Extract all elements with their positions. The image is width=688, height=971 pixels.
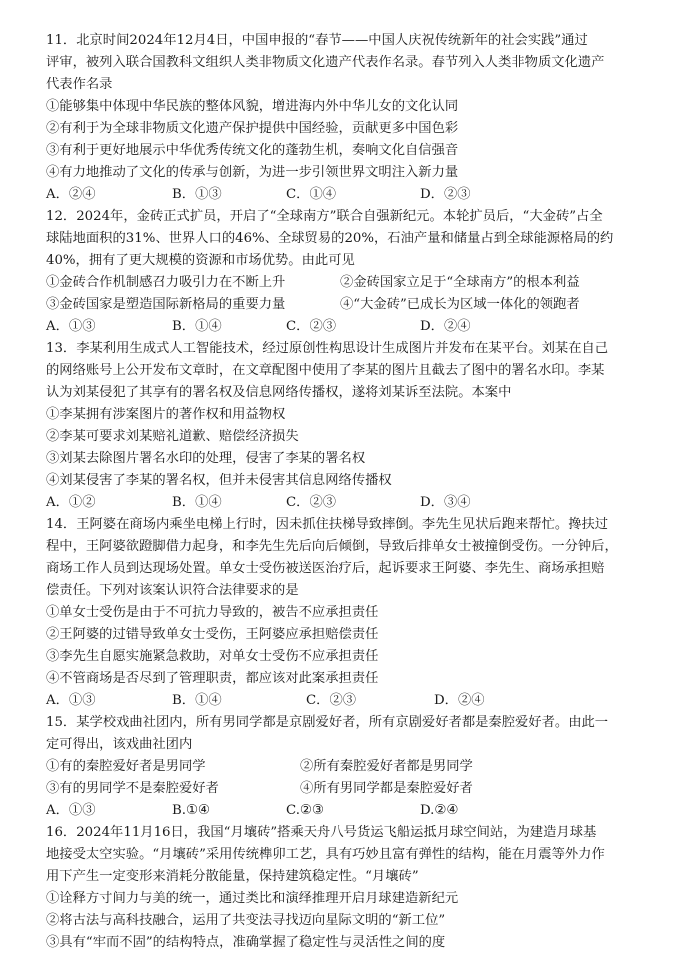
q14-options bbox=[46, 690, 646, 712]
q16-stem-line-2: 地接受太空实验。“月壤砖”采用传统榫卯工艺，具有巧妙且富有弹性的结构，能在月震等外力作 bbox=[46, 847, 605, 862]
q13-stem-line-2: 的网络账号上公开发布文章时，在文章配图中使用了李某的图片且截去了图中的署名水印。李某 bbox=[46, 363, 605, 378]
q11-statement-4: ④有力地推动了文化的传承与创新，为进一步引领世界文明注入新力量 bbox=[46, 165, 459, 180]
q11-stem-line-3: 代表作名录 bbox=[46, 77, 113, 92]
q13-option-b[interactable]: B．①④ bbox=[172, 495, 222, 510]
q12-statement-row-2 bbox=[46, 294, 646, 316]
q12-statement-4: ④“大金砖”已成长为区域一体化的领跑者 bbox=[340, 297, 580, 312]
q16-statement-1: ①诠释方寸间力与美的统一，通过类比和演绎推理开启月球建造新纪元 bbox=[46, 891, 459, 906]
q11-stem-line-1: 11．北京时间2024年12月4日，中国申报的“春节——中国人庆祝传统新年的社会实践”通过 bbox=[46, 33, 588, 48]
q13-statement-1: ①李某拥有涉案图片的著作权和用益物权 bbox=[46, 407, 286, 422]
q12-option-d[interactable]: D．②④ bbox=[420, 319, 471, 334]
q14-statement-4: ④不管商场是否尽到了管理职责，都应该对此案承担责任 bbox=[46, 671, 379, 686]
q15-stem-line-2: 定可得出，该戏曲社团内 bbox=[46, 737, 193, 752]
q13-option-c[interactable]: C．②③ bbox=[286, 495, 337, 510]
q12-stem-line-1: 12．2024年，金砖正式扩员，开启了“全球南方”联合自强新纪元。本轮扩员后，“大金砖”占全 bbox=[46, 209, 603, 224]
q14-stem-line-3: 商场工作人员到达现场处置。单女士受伤被送医治疗后，起诉要求王阿婆、李先生、商场承担赔 bbox=[46, 561, 605, 576]
q12-option-a[interactable]: A．①③ bbox=[46, 319, 96, 334]
q14-statement-3: ③李先生自愿实施紧急救助，对单女士受伤不应承担责任 bbox=[46, 649, 379, 664]
q12-option-c[interactable]: C．②③ bbox=[286, 319, 337, 334]
q12-option-b[interactable]: B．①④ bbox=[172, 319, 222, 334]
q16-statement-3: ③具有“牢而不固”的结构特点，准确掌握了稳定性与灵活性之间的度 bbox=[46, 935, 446, 950]
q13-options bbox=[46, 492, 646, 514]
q13-statement-4: ④刘某侵害了李某的署名权，但并未侵害其信息网络传播权 bbox=[46, 473, 392, 488]
q15-statement-2: ②所有秦腔爱好者都是男同学 bbox=[300, 759, 473, 774]
q11-statement-3: ③有利于更好地展示中华优秀传统文化的蓬勃生机，奏响文化自信强音 bbox=[46, 143, 459, 158]
q13-stem-line-3: 认为刘某侵犯了其享有的署名权及信息网络传播权，遂将刘某诉至法院。本案中 bbox=[46, 385, 512, 400]
q11-statement-2: ②有利于为全球非物质文化遗产保护提供中国经验，贡献更多中国色彩 bbox=[46, 121, 459, 136]
q15-statement-row-2 bbox=[46, 778, 646, 800]
q14-stem-line-1: 14．王阿婆在商场内乘坐电梯上行时，因未抓住扶梯导致摔倒。李先生见状后跑来帮忙。搀扶过 bbox=[46, 517, 609, 532]
q11-statement-1: ①能够集中体现中华民族的整体风貌，增进海内外中华儿女的文化认同 bbox=[46, 99, 459, 114]
q14-option-b[interactable]: B．①④ bbox=[172, 693, 222, 708]
q14-option-a[interactable]: A．①③ bbox=[46, 693, 96, 708]
q11-option-a[interactable]: A．②④ bbox=[46, 187, 96, 202]
q15-option-d[interactable]: D.②④ bbox=[420, 803, 459, 818]
q14-option-d[interactable]: D．②④ bbox=[434, 693, 485, 708]
q15-statement-3: ③有的男同学不是秦腔爱好者 bbox=[46, 781, 219, 796]
q15-statement-row-1 bbox=[46, 756, 646, 778]
q15-option-c[interactable]: C.②③ bbox=[286, 803, 324, 818]
q11-option-c[interactable]: C．①④ bbox=[286, 187, 337, 202]
q12-statement-2: ②金砖国家立足于“全球南方”的根本利益 bbox=[340, 275, 580, 290]
q14-option-c[interactable]: C．②③ bbox=[306, 693, 357, 708]
q13-statement-2: ②李某可要求刘某赔礼道歉、赔偿经济损失 bbox=[46, 429, 299, 444]
q14-stem-line-4: 偿责任。下列对该案认识符合法律要求的是 bbox=[46, 583, 299, 598]
q16-stem-line-3: 用下产生一定变形来消耗分散能量，保持建筑稳定性。“月壤砖” bbox=[46, 869, 419, 884]
q12-statement-3: ③金砖国家是塑造国际新格局的重要力量 bbox=[46, 297, 286, 312]
q13-stem-line-1: 13．李某利用生成式人工智能技术，经过原创性构思设计生成图片并发布在某平台。刘某在自己 bbox=[46, 341, 609, 356]
q15-statement-1: ①有的秦腔爱好者是男同学 bbox=[46, 759, 206, 774]
q14-stem-line-2: 程中，王阿婆欲蹬脚借力起身，和李先生先后向后倾倒，导致后排单女士被撞倒受伤。一分钟后， bbox=[46, 539, 618, 554]
q16-statement-2: ②将古法与高科技融合，运用了共变法寻找迈向星际文明的“新工位” bbox=[46, 913, 446, 928]
q14-statement-1: ①单女士受伤是由于不可抗力导致的，被告不应承担责任 bbox=[46, 605, 379, 620]
q11-option-b[interactable]: B．①③ bbox=[172, 187, 222, 202]
q15-options bbox=[46, 800, 646, 822]
q11-option-d[interactable]: D．②③ bbox=[420, 187, 471, 202]
q12-options bbox=[46, 316, 646, 338]
q15-statement-4: ④所有男同学都是秦腔爱好者 bbox=[300, 781, 473, 796]
q13-option-a[interactable]: A．①② bbox=[46, 495, 96, 510]
q14-statement-2: ②王阿婆的过错导致单女士受伤，王阿婆应承担赔偿责任 bbox=[46, 627, 379, 642]
q15-stem-line-1: 15．某学校戏曲社团内，所有男同学都是京剧爱好者，所有京剧爱好者都是秦腔爱好者。由此一 bbox=[46, 715, 609, 730]
q15-option-b[interactable]: B.①④ bbox=[172, 803, 210, 818]
q11-options bbox=[46, 184, 646, 206]
q12-statement-row-1 bbox=[46, 272, 646, 294]
q15-option-a[interactable]: A．①③ bbox=[46, 803, 96, 818]
q12-stem-line-3: 40%，拥有了更大规模的资源和市场优势。由此可见 bbox=[46, 253, 355, 268]
q13-option-d[interactable]: D．③④ bbox=[420, 495, 471, 510]
q16-stem-line-1: 16．2024年11月16日，我国“月壤砖”搭乘天舟八号货运飞船运抵月球空间站，为建造月球基 bbox=[46, 825, 597, 840]
q11-stem-line-2: 评审，被列入联合国教科文组织人类非物质文化遗产代表作名录。春节列入人类非物质文化遗产 bbox=[46, 55, 605, 70]
q12-stem-line-2: 球陆地面积的31%、世界人口的46%、全球贸易的20%，石油产量和储量占到全球能源格局的约 bbox=[46, 231, 614, 246]
q13-statement-3: ③刘某去除图片署名水印的处理，侵害了李某的署名权 bbox=[46, 451, 366, 466]
q12-statement-1: ①金砖合作机制感召力吸引力在不断上升 bbox=[46, 275, 286, 290]
